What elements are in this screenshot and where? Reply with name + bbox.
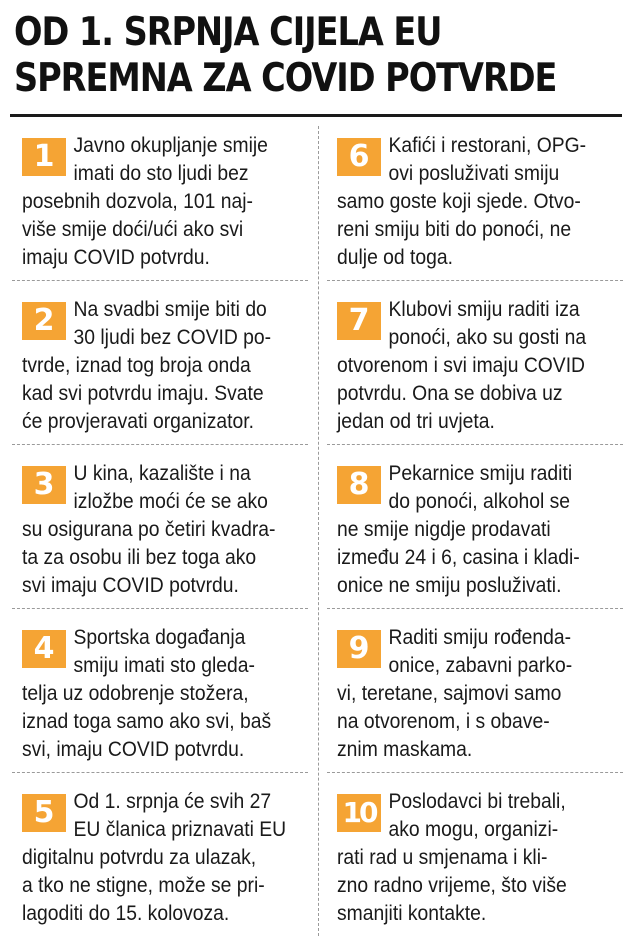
rule-text-line: ako mogu, organizi- [388,818,559,841]
rule-number-badge: 7 [337,302,381,340]
rule-text [22,788,312,928]
rule-text [337,296,627,436]
rule-text-line: potvrdu. Ona se dobiva uz [337,382,563,405]
rule-text-line: U kina, kazalište i na [73,462,251,485]
item-divider [327,608,623,609]
rule-text [22,460,312,600]
rule-text-line: ponoći, ako su gosti na [388,326,587,349]
rule-text-line: Sportska događanja [73,626,246,649]
item-divider [327,444,623,445]
rule-text-line: imati do sto ljudi bez [73,162,249,185]
rule-text-line: vi, teretane, sajmovi samo [337,682,562,705]
headline-line-1: OD 1. SRPNJA CIJELA EU [14,10,442,55]
item-divider [12,444,308,445]
rule-text-line: telja uz odobrenje stožera, [22,682,249,705]
rule-number-badge: 3 [22,466,66,504]
rule-number-badge: 10 [337,794,381,832]
rule-text-line: Od 1. srpnja će svih 27 [73,790,272,813]
rule-text-line: ne smije nigdje prodavati [337,518,551,541]
rule-text-line: između 24 i 6, casina i kladi- [337,546,580,569]
rule-text-line: znim maskama. [337,738,473,761]
rule-number-badge: 4 [22,630,66,668]
rule-text-line: posebnih dozvola, 101 naj- [22,190,253,213]
rule-text-line: digitalnu potvrdu za ulazak, [22,846,257,869]
rule-text-line: ovi posluživati smiju [388,162,560,185]
rule-text-line: Poslodavci bi trebali, [388,790,566,813]
rule-text-line: iznad toga samo ako svi, baš [22,710,272,733]
rule-text [22,132,312,272]
rule-text-line: EU članica priznavati EU [73,818,287,841]
headline-rule [10,114,622,117]
rule-text-line: smiju imati sto gleda- [73,654,255,677]
rule-text-line: na otvorenom, i s obave- [337,710,550,733]
rule-text-line: jedan od tri uvjeta. [337,410,495,433]
item-divider [12,772,308,773]
rule-text-line: Javno okupljanje smije [73,134,268,157]
rule-text-line: dulje od toga. [337,246,454,269]
rule-number-badge: 9 [337,630,381,668]
rule-text-line: imaju COVID potvrdu. [22,246,210,269]
rule-text [337,460,627,600]
rule-text-line: reni smiju biti do ponoći, ne [337,218,572,241]
rule-text [337,788,627,928]
rule-text-line: samo goste koji sjede. Otvo- [337,190,581,213]
rule-number-badge: 1 [22,138,66,176]
rule-text-line: do ponoći, alkohol se [388,490,571,513]
rule-text-line: onice, zabavni parko- [388,654,573,677]
rule-number-badge: 2 [22,302,66,340]
column-divider [318,126,319,936]
rule-text-line: tvrde, iznad tog broja onda [22,354,251,377]
item-divider [12,608,308,609]
rule-text [337,132,627,272]
rule-number-badge: 6 [337,138,381,176]
rule-number-badge: 8 [337,466,381,504]
rule-text-line: Pekarnice smiju raditi [388,462,573,485]
rule-text-line: lagoditi do 15. kolovoza. [22,902,230,925]
rule-text-line: Na svadbi smije biti do [73,298,267,321]
rule-text-line: izložbe moći će se ako [73,490,268,513]
rule-text-line: više smije doći/ući ako svi [22,218,244,241]
rule-text-line: su osigurana po četiri kvadra- [22,518,276,541]
rule-text-line: Kafići i restorani, OPG- [388,134,587,157]
item-divider [327,280,623,281]
rule-text-line: otvorenom i svi imaju COVID [337,354,586,377]
rule-text-line: svi imaju COVID potvrdu. [22,574,239,597]
rule-text-line: će provjeravati organizator. [22,410,254,433]
rule-text-line: rati rad u smjenama i kli- [337,846,548,869]
headline-line-2: SPREMNA ZA COVID POTVRDE [14,56,557,101]
rule-text [337,624,627,764]
rule-text-line: zno radno vrijeme, što više [337,874,567,897]
rule-text [22,296,312,436]
rule-text-line: onice ne smiju posluživati. [337,574,562,597]
rule-text-line: svi, imaju COVID potvrdu. [22,738,245,761]
rule-text [22,624,312,764]
rule-text-line: 30 ljudi bez COVID po- [73,326,272,349]
rule-number-badge: 5 [22,794,66,832]
rule-text-line: smanjiti kontakte. [337,902,487,925]
rule-text-line: Raditi smiju rođenda- [388,626,572,649]
item-divider [12,280,308,281]
rule-text-line: kad svi potvrdu imaju. Svate [22,382,264,405]
item-divider [327,772,623,773]
rule-text-line: a tko ne stigne, može se pri- [22,874,265,897]
rule-text-line: Klubovi smiju raditi iza [388,298,580,321]
headline [14,10,626,102]
rule-text-line: ta za osobu ili bez toga ako [22,546,257,569]
